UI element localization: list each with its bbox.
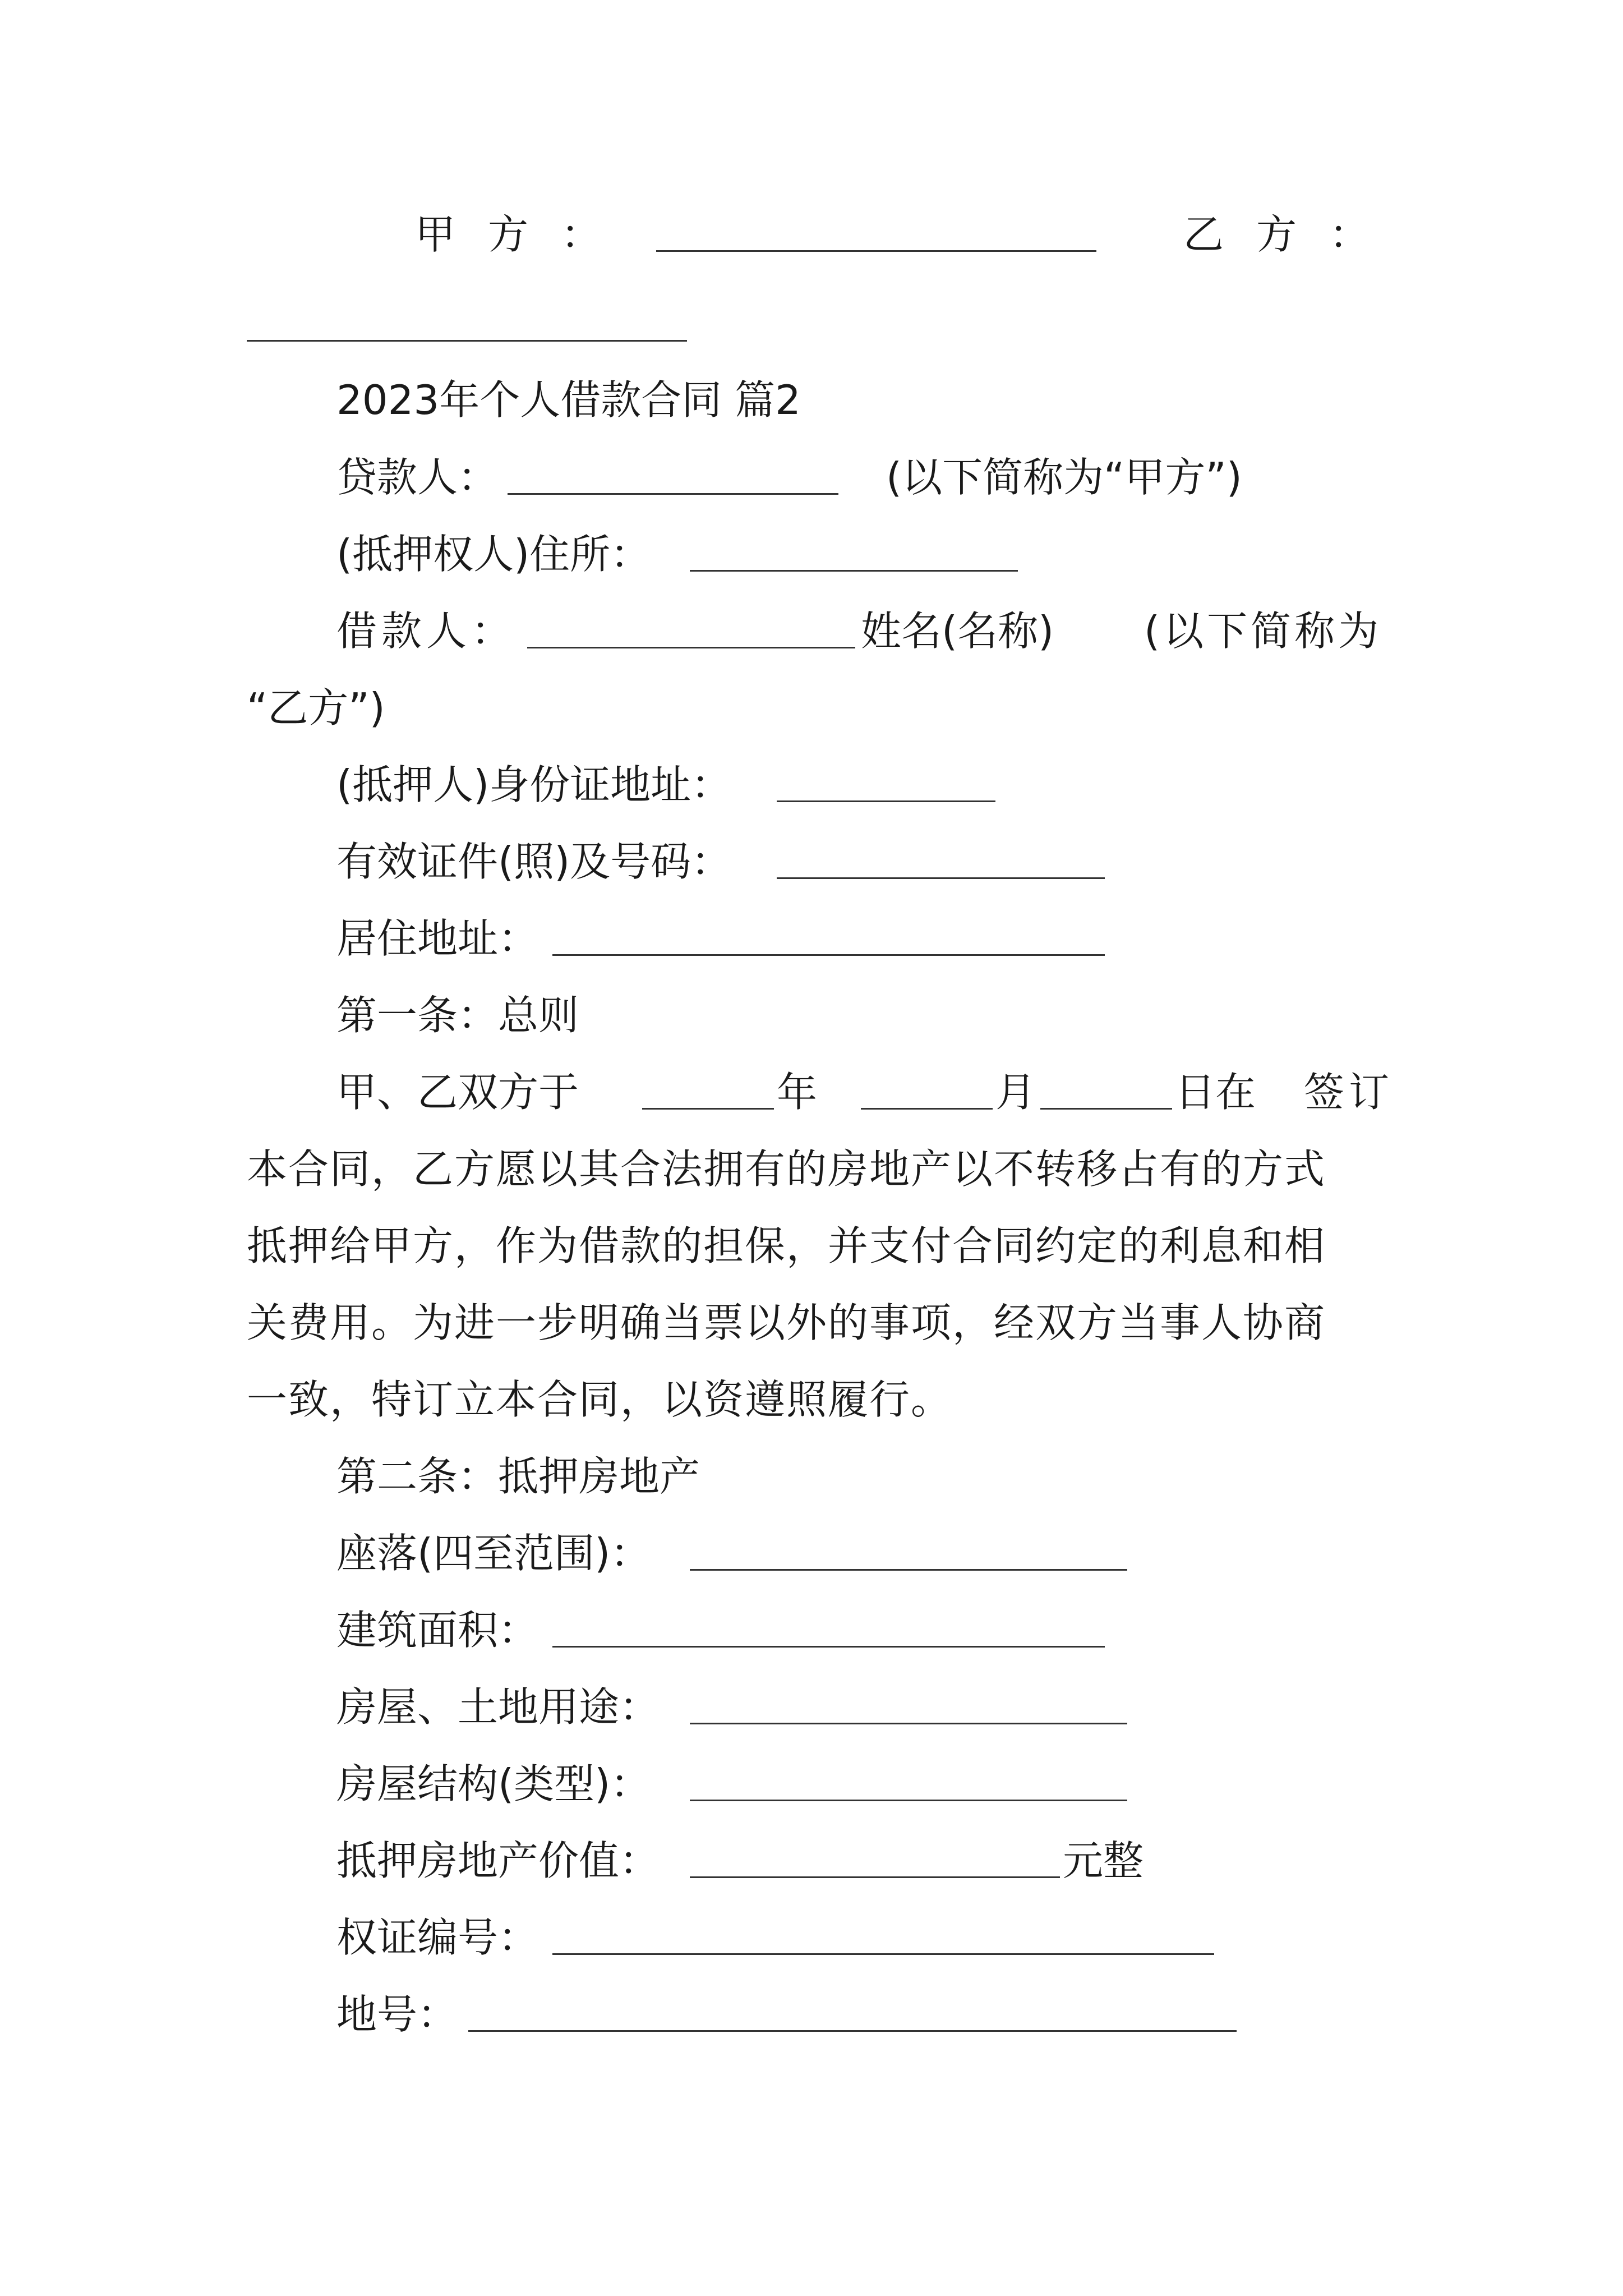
structure-label: 房屋结构(类型)： bbox=[336, 1760, 651, 1807]
value-row bbox=[0, 1828, 1623, 1890]
borrower-row-cont bbox=[0, 675, 1623, 737]
article1-heading-text: 第一条：总则 bbox=[336, 992, 579, 1039]
article1-heading bbox=[0, 983, 1623, 1045]
article1-body-line bbox=[0, 1367, 1623, 1429]
day-blank bbox=[1040, 1108, 1172, 1110]
title-text: 2023年个人借款合同 篇2 bbox=[336, 376, 801, 424]
lender-note: (以下简称为“甲方”) bbox=[886, 454, 1242, 501]
lender-address-label: (抵押权人)住所： bbox=[336, 531, 651, 578]
article1-text: 关费用。为进一步明确当票以外的事项，经双方当事人协商 bbox=[247, 1299, 1326, 1346]
structure-blank bbox=[690, 1800, 1127, 1801]
borrower-row bbox=[0, 599, 1623, 660]
usage-blank bbox=[690, 1723, 1127, 1724]
residence-label: 居住地址： bbox=[336, 915, 539, 962]
usage-label: 房屋、土地用途： bbox=[336, 1683, 660, 1731]
borrower-label: 借款人： bbox=[336, 608, 517, 655]
signature-row-cont bbox=[0, 292, 1623, 353]
lot-no-label: 地号： bbox=[336, 1991, 458, 2038]
article1-line1 bbox=[0, 1060, 1623, 1121]
area-label: 建筑面积： bbox=[336, 1607, 539, 1654]
party-a-blank bbox=[656, 250, 1096, 252]
month-blank bbox=[861, 1108, 993, 1110]
borrower-note: (以下简称为 bbox=[1144, 608, 1382, 655]
article1-body-line bbox=[0, 1290, 1623, 1352]
borrower-note-cont: “乙方”) bbox=[247, 684, 385, 731]
cert-no-label: 权证编号： bbox=[336, 1914, 539, 1961]
party-b-blank bbox=[247, 340, 687, 342]
location-row bbox=[0, 1521, 1623, 1582]
article1-text: 一致，特订立本合同，以资遵照履行。 bbox=[247, 1376, 953, 1423]
usage-row bbox=[0, 1674, 1623, 1736]
day-label: 日在 bbox=[1175, 1069, 1256, 1116]
id-number-blank bbox=[777, 877, 1105, 879]
contract-title bbox=[0, 367, 1623, 429]
location-blank bbox=[690, 1569, 1127, 1571]
id-address-blank bbox=[777, 800, 995, 802]
lender-blank bbox=[508, 493, 838, 495]
month-label: 月 bbox=[995, 1069, 1036, 1116]
article1-intro: 甲、乙双方于 bbox=[336, 1069, 579, 1116]
location-label: 座落(四至范围)： bbox=[336, 1530, 651, 1577]
id-address-row bbox=[0, 752, 1623, 814]
signature-row bbox=[0, 202, 1623, 264]
article2-heading bbox=[0, 1444, 1623, 1506]
article1-text: 本合同，乙方愿以其合法拥有的房地产以不转移占有的方式 bbox=[247, 1145, 1326, 1193]
value-blank bbox=[690, 1876, 1060, 1878]
party-a-label: 甲方： bbox=[415, 211, 634, 258]
lender-row bbox=[0, 445, 1623, 507]
cert-no-blank bbox=[552, 1953, 1214, 1955]
cert-no-row bbox=[0, 1905, 1623, 1967]
residence-row bbox=[0, 906, 1623, 968]
lot-no-row bbox=[0, 1982, 1623, 2044]
id-number-label: 有效证件(照)及号码： bbox=[336, 838, 732, 885]
article1-body-line bbox=[0, 1213, 1623, 1275]
value-unit: 元整 bbox=[1063, 1837, 1144, 1884]
year-blank bbox=[642, 1108, 774, 1110]
area-row bbox=[0, 1598, 1623, 1659]
sign-label: 签订 bbox=[1304, 1069, 1394, 1116]
year-label: 年 bbox=[777, 1069, 818, 1116]
article1-text: 抵押给甲方，作为借款的担保，并支付合同约定的利息和相 bbox=[247, 1222, 1326, 1269]
id-address-label: (抵押人)身份证地址： bbox=[336, 761, 732, 808]
structure-row bbox=[0, 1751, 1623, 1813]
value-label: 抵押房地产价值： bbox=[336, 1837, 660, 1884]
lender-label: 贷款人： bbox=[336, 454, 499, 501]
area-blank bbox=[552, 1646, 1105, 1648]
lot-no-blank bbox=[468, 2030, 1237, 2032]
residence-blank bbox=[552, 954, 1105, 956]
lender-address-row bbox=[0, 522, 1623, 583]
article1-body-line bbox=[0, 1137, 1623, 1198]
borrower-name-label: 姓名(名称) bbox=[861, 608, 1054, 655]
id-number-row bbox=[0, 829, 1623, 891]
article2-heading-text: 第二条：抵押房地产 bbox=[336, 1453, 700, 1500]
borrower-blank bbox=[527, 647, 855, 648]
party-b-label: 乙方： bbox=[1183, 211, 1403, 258]
lender-address-blank bbox=[690, 570, 1018, 572]
